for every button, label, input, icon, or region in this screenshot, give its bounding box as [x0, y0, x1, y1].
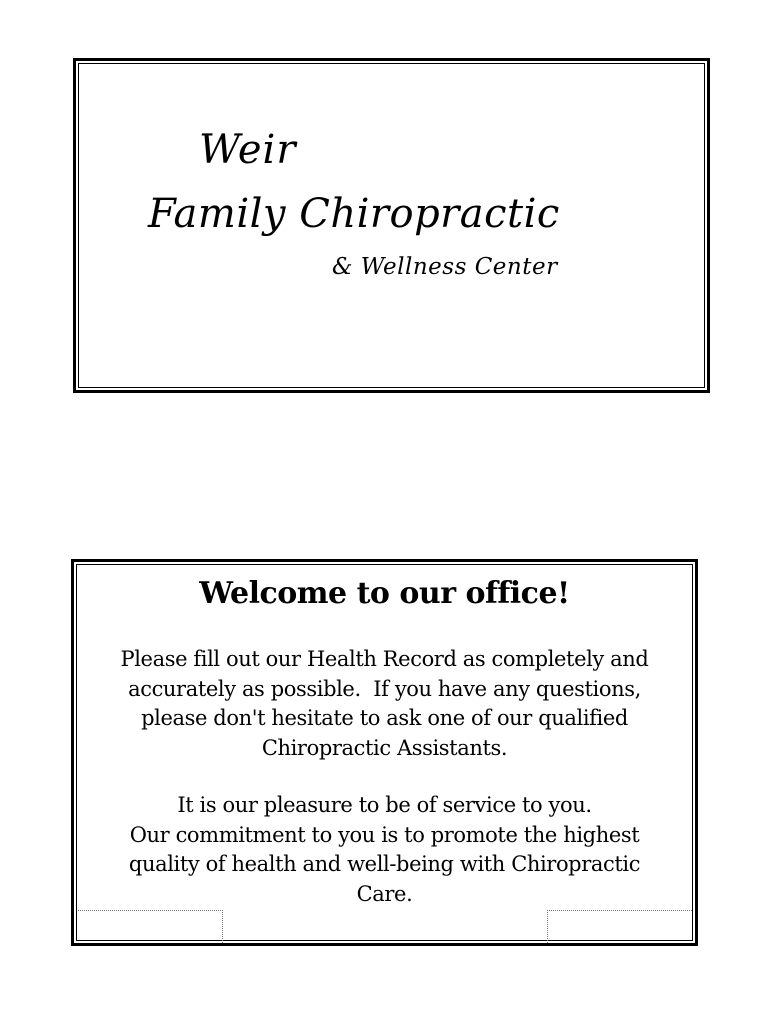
text-line: accurately as possible. If you have any questions,	[128, 676, 641, 701]
text-line: please don't hesitate to ask one of our qualified	[141, 706, 628, 730]
instructions-paragraph	[84, 645, 685, 763]
text-line: Our commitment to you is to promote the highest	[129, 822, 640, 847]
logo-card	[73, 58, 710, 393]
text-line: Please fill out our Health Record as completely and	[120, 647, 649, 671]
welcome-title: Welcome to our office!	[199, 576, 570, 611]
text-line: It is our pleasure to be of service to you.	[177, 793, 592, 817]
text-line: Chiropractic Assistants.	[261, 735, 508, 760]
commitment-paragraph	[84, 791, 685, 909]
text-line: quality of health and well-being with Chiropractic	[128, 852, 641, 876]
logo-line-weir: Weir	[199, 127, 297, 173]
welcome-card	[71, 559, 698, 946]
logo-line-wellness-center: & Wellness Center	[332, 254, 558, 280]
logo-line-family-chiropractic: Family Chiropractic	[148, 191, 560, 237]
dotted-guide-right	[547, 910, 692, 943]
text-line: Care.	[356, 881, 413, 906]
dotted-guide-left	[78, 910, 223, 943]
